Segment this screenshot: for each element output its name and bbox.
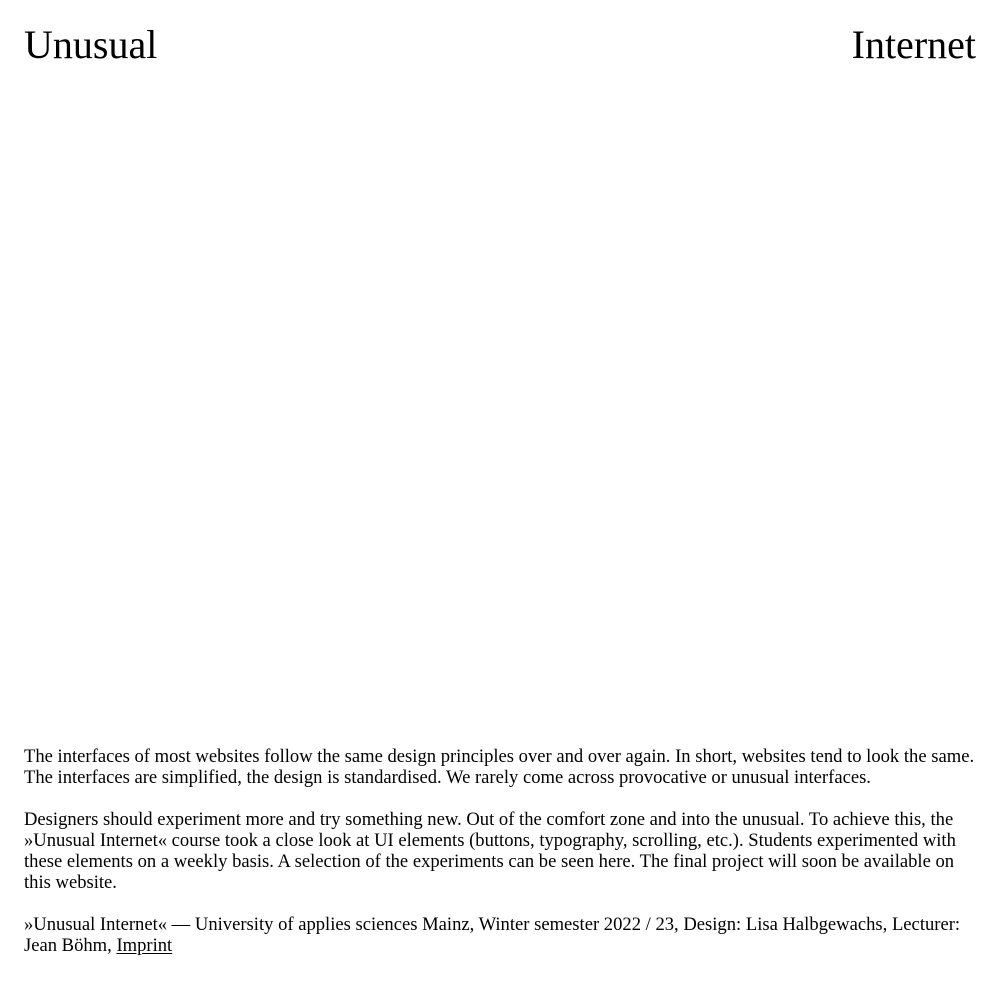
intro-paragraph: The interfaces of most websites follow the same design principles over and over again. In short, websites tend to look the same. The interfaces are simplified, the design is standardised. We rarely come across provocative or unusual interfaces. bbox=[24, 746, 975, 788]
site-header bbox=[24, 22, 976, 68]
course-paragraph: Designers should experiment more and try something new. Out of the comfort zone and into the unusual. To achieve this, the »Unusual Internet« course took a close look at UI elements (buttons, typography, scrolling, etc.). Students experimented with these elements on a weekly basis. A selection of the experiments can be seen here. The final project will soon be available on this website. bbox=[24, 809, 956, 893]
credits-paragraph bbox=[24, 914, 976, 956]
imprint-link[interactable]: Imprint bbox=[116, 935, 173, 956]
credits-text: »Unusual Internet« — University of applies sciences Mainz, Winter semester 2022 / 23, Design: Lisa Halbgewachs, Lecturer: Jean Böhm, bbox=[24, 914, 961, 956]
site-title-left: Unusual bbox=[24, 22, 158, 67]
about-section bbox=[24, 746, 976, 956]
site-title-right: Internet bbox=[851, 22, 976, 67]
